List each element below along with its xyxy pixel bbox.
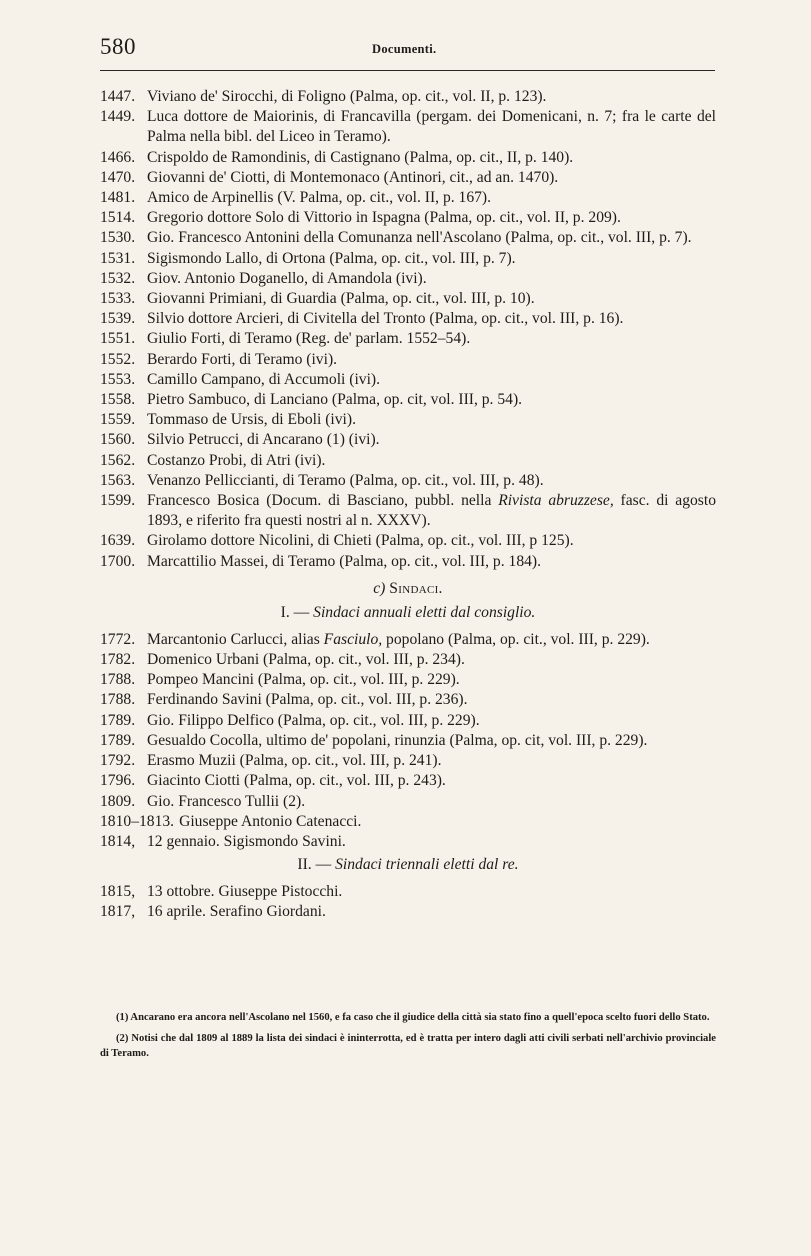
list-item: 1532. Giov. Antonio Doganello, di Amandola (ivi). xyxy=(100,269,427,287)
footnote: (1) Ancarano era ancora nell'Ascolano nel 1560, e fa caso che il giudice della città sia stato fino a quell'epoca scelto fuori dello Stato. xyxy=(116,1012,710,1023)
list-item: 1814, 12 gennaio. Sigismondo Savini. xyxy=(100,832,346,850)
list-item: 1563. Venanzo Pelliccianti, di Teramo (Palma, op. cit., vol. III, p. 48). xyxy=(100,471,544,489)
list-item: 1553. Camillo Campano, di Accumoli (ivi). xyxy=(100,370,381,388)
list-item: 1599. Francesco Bosica (Docum. di Basciano, pubbl. nella Rivista abruzzese, fasc. di agosto 1893, e riferito fra questi nostri al n. XXXV). xyxy=(100,492,716,530)
subsection-heading: I. — Sindaci annuali eletti dal consiglio. xyxy=(280,603,536,621)
document-body xyxy=(100,87,716,923)
page-header xyxy=(100,34,716,70)
list-item: 1639. Girolamo dottore Nicolini, di Chieti (Palma, op. cit., vol. III, p 125). xyxy=(100,532,574,550)
list-item: 1539. Silvio dottore Arcieri, di Civitella del Tronto (Palma, op. cit., vol. III, p. 16). xyxy=(100,310,624,328)
subsection-heading: II. — Sindaci triennali eletti dal re. xyxy=(297,856,519,874)
footnotes xyxy=(100,1010,716,1061)
list-item: 1809. Gio. Francesco Tullii (2). xyxy=(100,792,306,810)
list-item: 1530. Gio. Francesco Antonini della Comunanza nell'Ascolano (Palma, op. cit., vol. III, p. 7). xyxy=(100,229,692,247)
book-page xyxy=(100,0,716,1256)
list-item: 1792. Erasmo Muzii (Palma, op. cit., vol. III, p. 241). xyxy=(100,752,442,770)
list-item: 1815, 13 ottobre. Giuseppe Pistocchi. xyxy=(100,883,343,901)
list-item: 1470. Giovanni de' Ciotti, di Montemonaco (Antinori, cit., ad an. 1470). xyxy=(100,168,559,186)
list-item: 1552. Berardo Forti, di Teramo (ivi). xyxy=(100,350,338,368)
list-item: 1533. Giovanni Primiani, di Guardia (Palma, op. cit., vol. III, p. 10). xyxy=(100,290,535,308)
footnote: (2) Notisi che dal 1809 al 1889 la lista dei sindaci è ininterrotta, ed è tratta per intero dagli atti civili serbati nell'archivio provinciale di Teramo. xyxy=(100,1033,716,1059)
list-item: 1789. Gio. Filippo Delfico (Palma, op. cit., vol. III, p. 229). xyxy=(100,711,480,729)
list-item: 1447. Viviano de' Sirocchi, di Foligno (Palma, op. cit., vol. II, p. 123). xyxy=(100,88,547,105)
list-item: 1560. Silvio Petrucci, di Ancarano (1) (ivi). xyxy=(100,431,380,449)
list-item: 1481. Amico de Arpinellis (V. Palma, op. cit., vol. II, p. 167). xyxy=(100,189,492,207)
list-item: 1782. Domenico Urbani (Palma, op. cit., vol. III, p. 234). xyxy=(100,651,465,669)
list-item: 1558. Pietro Sambuco, di Lanciano (Palma, op. cit, vol. III, p. 54). xyxy=(100,391,523,409)
section-heading: c) Sindaci. xyxy=(373,579,443,597)
entries-list-a xyxy=(100,87,716,572)
list-item: 1449. Luca dottore de Maiorinis, di Francavilla (pergam. dei Domenicani, n. 7; fra le carte del Palma nella bibl. del Liceo in Teramo). xyxy=(100,108,716,146)
list-item: 1562. Costanzo Probi, di Atri (ivi). xyxy=(100,451,326,469)
list-item: 1531. Sigismondo Lallo, di Ortona (Palma, op. cit., vol. III, p. 7). xyxy=(100,249,516,267)
list-item: 1466. Crispoldo de Ramondinis, di Castignano (Palma, op. cit., II, p. 140). xyxy=(100,148,574,166)
running-title: Documenti. xyxy=(372,42,437,56)
list-item: 1772. Marcantonio Carlucci, alias Fasciulo, popolano (Palma, op. cit., vol. III, p. 229). xyxy=(100,630,650,648)
list-item: 1514. Gregorio dottore Solo di Vittorio in Ispagna (Palma, op. cit., vol. II, p. 209). xyxy=(100,209,621,227)
entries-list-c1 xyxy=(100,630,716,852)
list-item: 1796. Giacinto Ciotti (Palma, op. cit., vol. III, p. 243). xyxy=(100,772,446,790)
entries-list-c2 xyxy=(100,882,716,922)
list-item: 1788. Ferdinando Savini (Palma, op. cit., vol. III, p. 236). xyxy=(100,691,468,709)
list-item: 1700. Marcattilio Massei, di Teramo (Palma, op. cit., vol. III, p. 184). xyxy=(100,552,542,570)
list-item: 1551. Giulio Forti, di Teramo (Reg. de' parlam. 1552–54). xyxy=(100,330,471,348)
list-item: 1817, 16 aprile. Serafino Giordani. xyxy=(100,903,326,921)
list-item: 1789. Gesualdo Cocolla, ultimo de' popolani, rinunzia (Palma, op. cit, vol. III, p. 229). xyxy=(100,731,648,749)
page-number: 580 xyxy=(100,34,136,59)
list-item: 1788. Pompeo Mancini (Palma, op. cit., vol. III, p. 229). xyxy=(100,671,460,689)
list-item: 1810–1813. Giuseppe Antonio Catenacci. xyxy=(100,812,362,830)
list-item: 1559. Tommaso de Ursis, di Eboli (ivi). xyxy=(100,411,356,429)
header-rule xyxy=(100,70,715,71)
